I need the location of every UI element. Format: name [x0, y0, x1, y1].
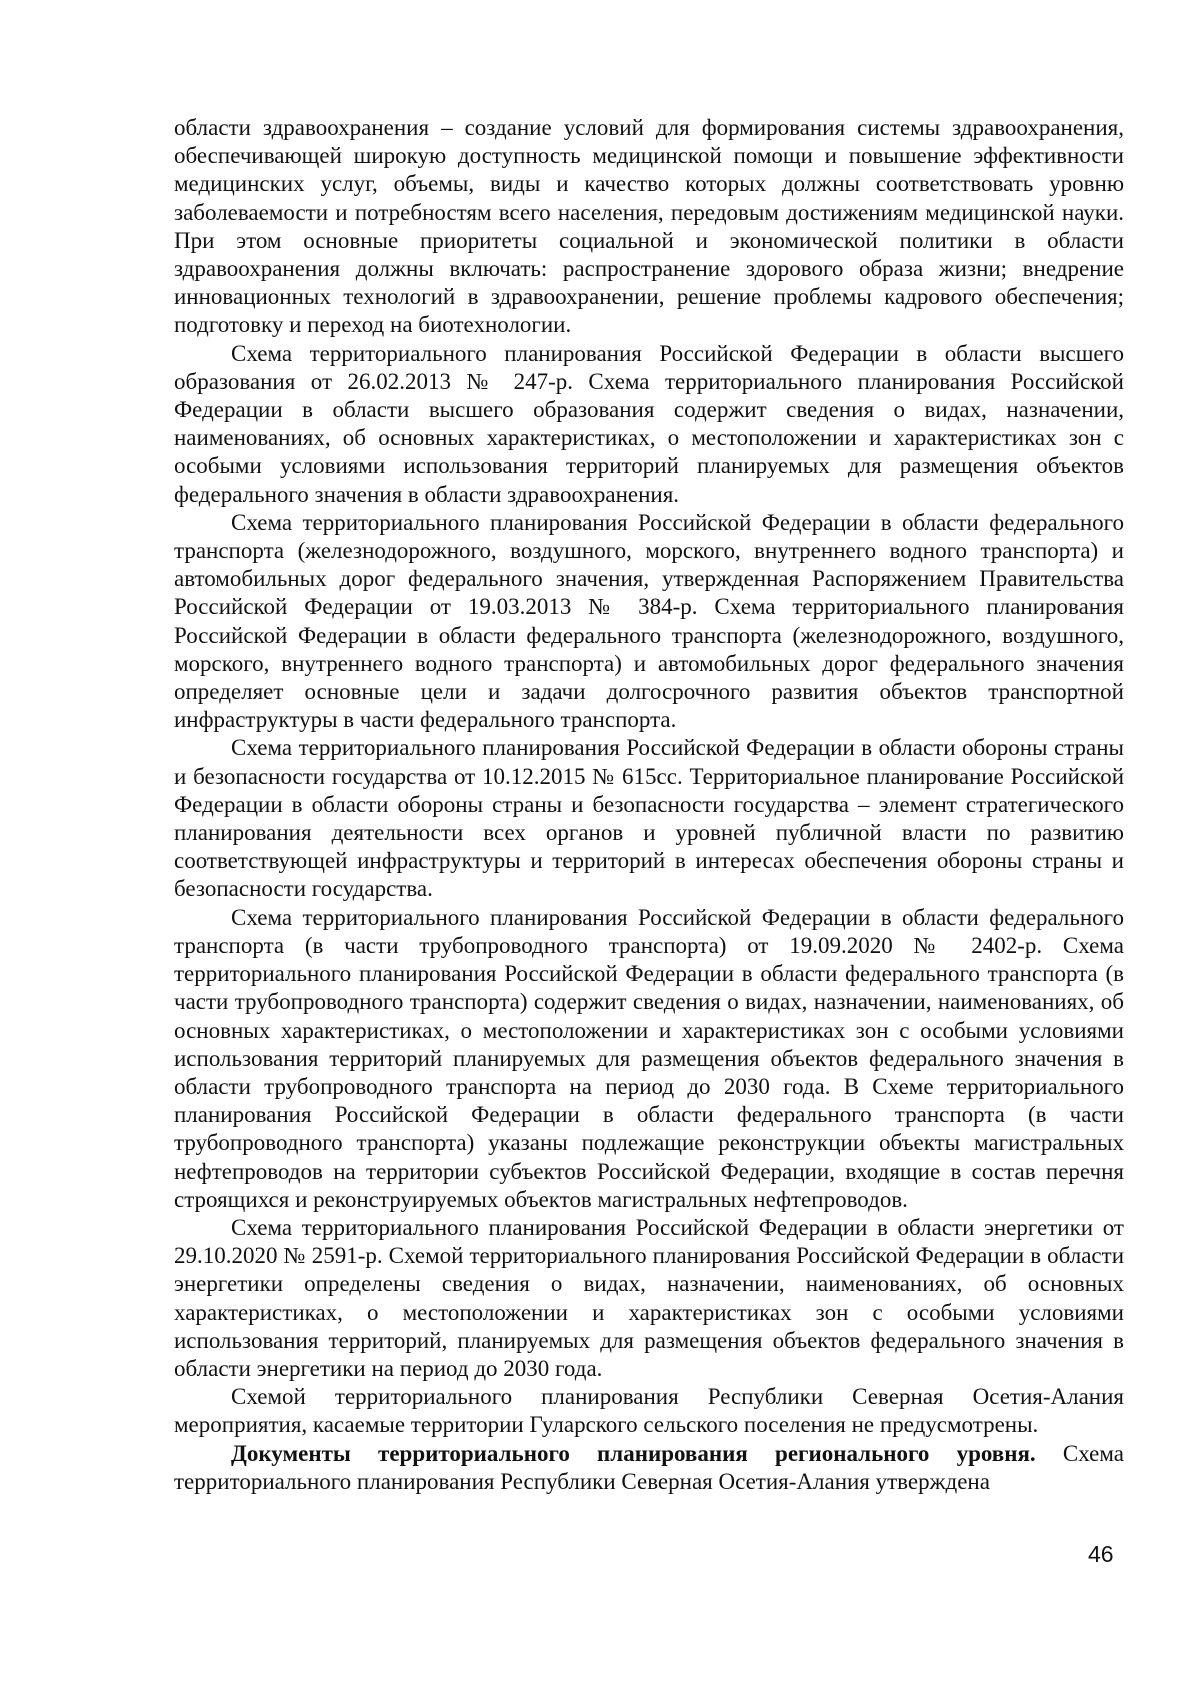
section-heading-regional-documents: Документы территориального планирования регионального уровня.: [231, 1440, 1036, 1466]
paragraph-regional-documents: [174, 1440, 1124, 1496]
paragraph-higher-education-scheme: Схема территориального планирования Российской Федерации в области высшего образования от 26.02.2013 № 247-р. Схема территориального планирования Российской Федерации в области высшего образования содержит сведения о видах, назначении, наименованиях, об основных характеристиках, о местоположении и характеристиках зон с особыми условиями использования территорий планируемых для размещения объектов федерального значения в области здравоохранения.: [174, 340, 1124, 507]
paragraph-federal-transport-scheme: Схема территориального планирования Российской Федерации в области федерального транспорта (железнодорожного, воздушного, морского, внутреннего водного транспорта) и автомобильных дорог федерального значения, утвержденная Распоряжением Правительства Российской Федерации от 19.03.2013 № 384-р. Схема территориального планирования Российской Федерации в области федерального транспорта (железнодорожного, воздушного, морского, внутреннего водного транспорта) и автомобильных дорог федерального значения определяет основные цели и задачи долгосрочного развития объектов транспортной инфраструктуры в части федерального транспорта.: [174, 509, 1124, 733]
page-number: 46: [1088, 1541, 1114, 1567]
document-body: [174, 114, 1124, 1496]
paragraph-defense-scheme: Схема территориального планирования Российской Федерации в области обороны страны и безопасности государства от 10.12.2015 № 615сс. Территориальное планирование Российской Федерации в области обороны страны и безопасности государства – элемент стратегического планирования деятельности всех органов и уровней публичной власти по развитию соответствующей инфраструктуры и территорий в интересах обеспечения обороны страны и безопасности государства.: [174, 735, 1124, 902]
paragraph-regional-documents-text: Схема территориального планирования Республики Северная Осетия-Алания утверждена: [174, 1440, 1124, 1494]
paragraph-regional-scheme-note: Схемой территориального планирования Республики Северная Осетия-Алания мероприятия, касаемые территории Гуларского сельского поселения не предусмотрены.: [174, 1384, 1124, 1438]
paragraph-healthcare-priorities: области здравоохранения – создание условий для формирования системы здравоохранения, обеспечивающей широкую доступность медицинской помощи и повышение эффективности медицинских услуг, объемы, виды и качество которых должны соответствовать уровню заболеваемости и потребностям всего населения, передовым достижениям медицинской науки. При этом основные приоритеты социальной и экономической политики в области здравоохранения должны включать: распространение здорового образа жизни; внедрение инновационных технологий в здравоохранении, решение проблемы кадрового обеспечения; подготовку и переход на биотехнологии.: [174, 115, 1124, 338]
paragraph-pipeline-transport-scheme: Схема территориального планирования Российской Федерации в области федерального транспорта (в части трубопроводного транспорта) от 19.09.2020 № 2402-р. Схема территориального планирования Российской Федерации в области федерального транспорта (в части трубопроводного транспорта) содержит сведения о видах, назначении, наименованиях, об основных характеристиках, о местоположении и характеристиках зон с особыми условиями использования территорий планируемых для размещения объектов федерального значения в области трубопроводного транспорта на период до 2030 года. В Схеме территориального планирования Российской Федерации в области федерального транспорта (в части трубопроводного транспорта) указаны подлежащие реконструкции объекты магистральных нефтепроводов на территории субъектов Российской Федерации, входящие в состав перечня строящихся и реконструируемых объектов магистральных нефтепроводов.: [174, 904, 1124, 1212]
paragraph-energy-scheme: Схема территориального планирования Российской Федерации в области энергетики от 29.10.2020 № 2591-р. Схемой территориального планирования Российской Федерации в области энергетики определены сведения о видах, назначении, наименованиях, об основных характеристиках, о местоположении и характеристиках зон с особыми условиями использования территорий, планируемых для размещения объектов федерального значения в области энергетики на период до 2030 года.: [174, 1214, 1124, 1381]
